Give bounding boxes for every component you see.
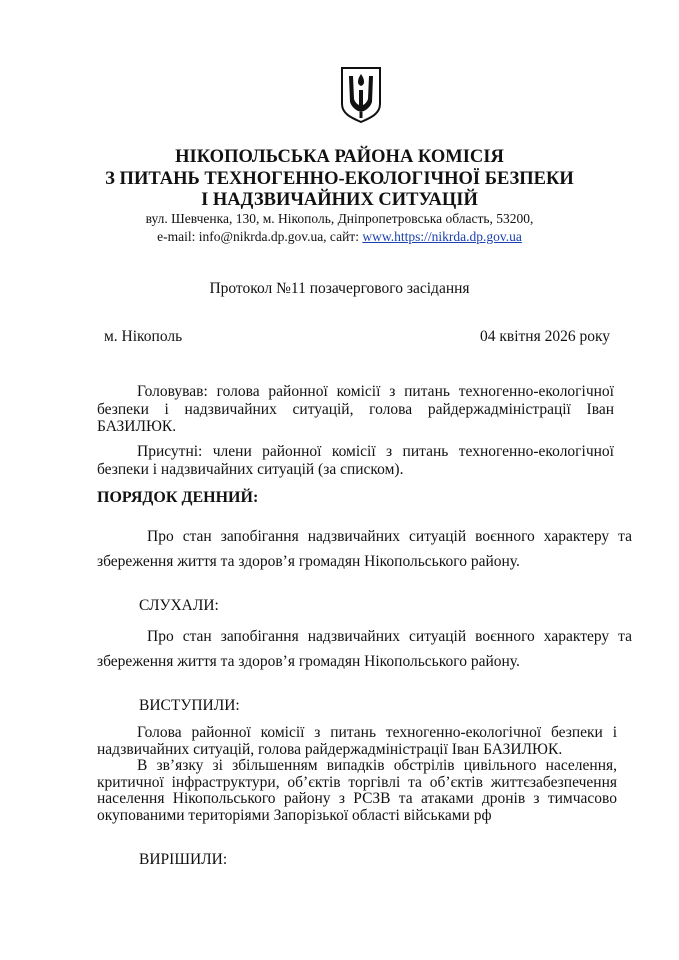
protocol-title: Протокол №11 позачергового засідання — [209, 280, 470, 297]
place-text: м. Нікополь — [104, 328, 183, 345]
email-text: e-mail: info@nikrda.dp.gov.ua, сайт: — [157, 229, 363, 244]
present-paragraph: Присутні: члени районної комісії з питань техногенно-екологічної безпеки і надзвичайних ситуацій (за списком). — [97, 443, 614, 478]
chair-paragraph: Головував: голова районної комісії з питань техногенно-екологічної безпеки і надзвичайних ситуацій, голова райдержадміністрації Іван БАЗИЛЮК. — [97, 383, 614, 435]
spoke-heading: ВИСТУПИЛИ: — [139, 697, 240, 714]
commission-title-line1: НІКОПОЛЬСЬКА РАЙОНА КОМІСІЯ — [175, 147, 504, 167]
agenda-heading: ПОРЯДОК ДЕННИЙ: — [97, 489, 259, 506]
date-text: 04 квітня 2026 року — [480, 328, 611, 345]
spoke-person-paragraph: Голова районної комісії з питань техногенно-екологічної безпеки і надзвичайних ситуацій, голова райдержадміністрації Іван БАЗИЛЮК. — [97, 724, 617, 758]
coat-of-arms-trident-icon — [340, 66, 382, 124]
heard-text: Про стан запобігання надзвичайних ситуацій воєнного характеру та збереження життя та здоров’я громадян Нікопольського району. — [97, 628, 632, 670]
agenda-item: Про стан запобігання надзвичайних ситуацій воєнного характеру та збереження життя та здоров’я громадян Нікопольського району. — [97, 528, 632, 570]
website-link[interactable]: www.https://nikrda.dp.gov.ua — [362, 229, 522, 244]
commission-title-line3: І НАДЗВИЧАЙНИХ СИТУАЦІЙ — [201, 190, 478, 210]
address-line: вул. Шевченка, 130, м. Нікополь, Дніпропетровська область, 53200, — [145, 211, 534, 226]
contacts-line — [0, 228, 679, 246]
spoke-text-paragraph: В зв’язку зі збільшенням випадків обстрілів цивільного населення, критичної інфраструктури, об’єктів торгівлі та об’єктів життєзабезпечення населення Нікопольського району з РСЗВ та атаками дронів з тимчасово окупованими територіями Запорізької області військами рф — [97, 757, 617, 824]
heard-heading: СЛУХАЛИ: — [139, 597, 219, 614]
decided-heading: ВИРІШИЛИ: — [139, 851, 228, 868]
commission-title-line2: З ПИТАНЬ ТЕХНОГЕННО-ЕКОЛОГІЧНОЇ БЕЗПЕКИ — [105, 169, 574, 189]
